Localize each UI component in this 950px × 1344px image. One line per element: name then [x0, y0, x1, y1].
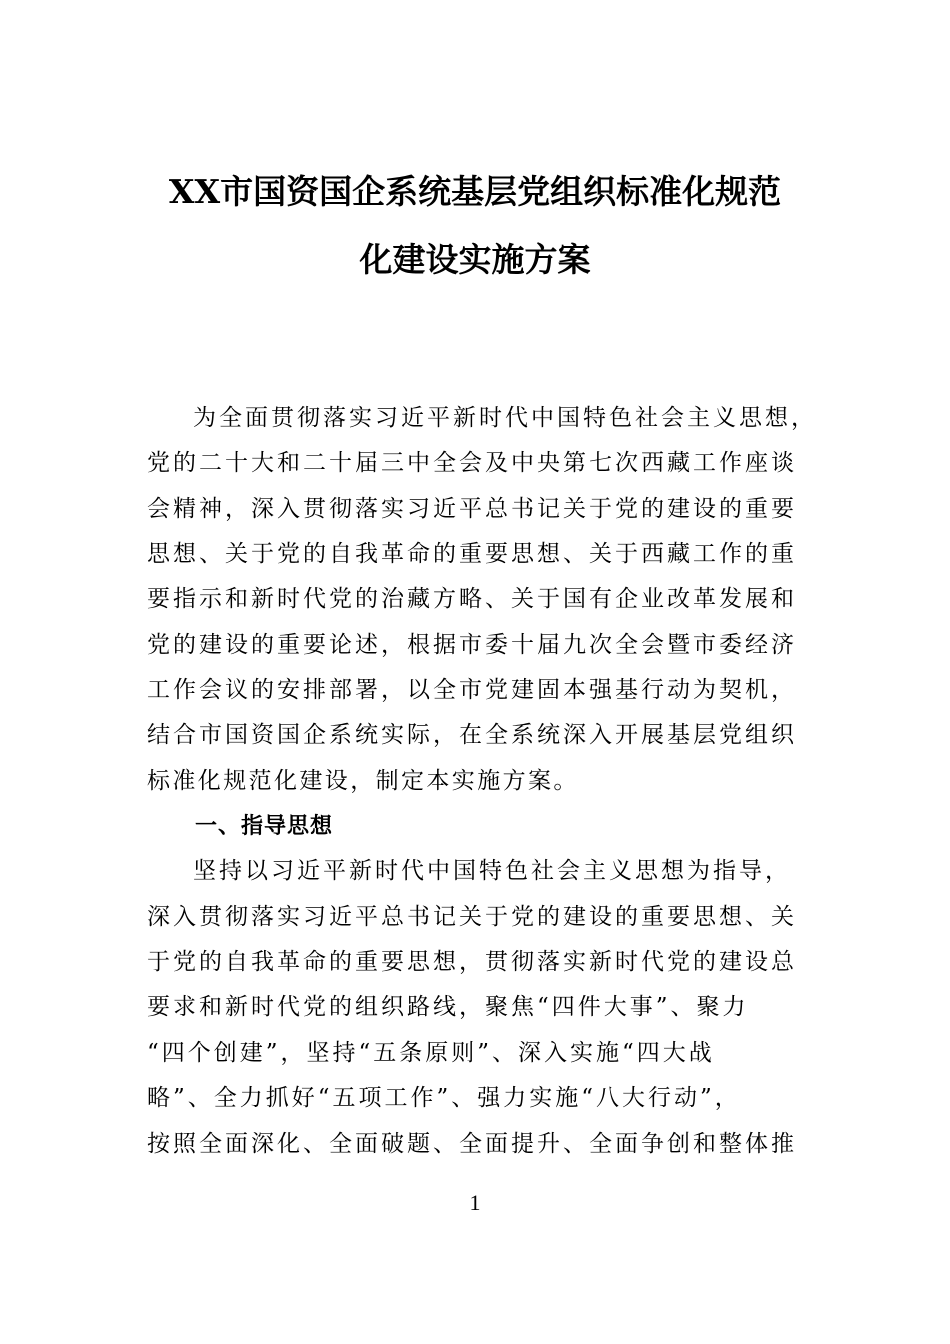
paragraph-line: 为全面贯彻落实习近平新时代中国特色社会主义思想， — [193, 405, 817, 431]
paragraph-intro — [147, 396, 817, 804]
paragraph-guiding-ideology — [147, 849, 807, 1166]
paragraph-line: 会精神，深入贯彻落实习近平总书记关于党的建设的重要 — [147, 495, 797, 522]
paragraph-line: 标准化规范化建设，制定本实施方案。 — [147, 767, 579, 794]
paragraph-line: “四个创建”，坚持“五条原则”、深入实施“四大战 — [147, 1039, 715, 1066]
document-body — [147, 396, 817, 1167]
paragraph-line: 要指示和新时代党的治藏方略、关于国有企业改革发展和 — [147, 586, 797, 613]
paragraph-line: 工作会议的安排部署，以全市党建固本强基行动为契机， — [147, 677, 797, 704]
paragraph-line: 党的二十大和二十届三中全会及中央第七次西藏工作座谈 — [147, 450, 797, 477]
paragraph-line: 于党的自我革命的重要思想，贯彻落实新时代党的建设总 — [147, 949, 797, 976]
paragraph-line: 深入贯彻落实习近平总书记关于党的建设的重要思想、关 — [147, 903, 797, 930]
document-title-line-2: 化建设实施方案 — [359, 240, 591, 279]
paragraph-line: 坚持以习近平新时代中国特色社会主义思想为指导， — [193, 858, 791, 885]
paragraph-line: 思想、关于党的自我革命的重要思想、关于西藏工作的重 — [147, 541, 797, 568]
paragraph-line: 结合市国资国企系统实际，在全系统深入开展基层党组织 — [147, 722, 797, 749]
section-heading-guiding-ideology: 一、指导思想 — [195, 814, 334, 840]
paragraph-line: 党的建设的重要论述，根据市委十届九次全会暨市委经济 — [147, 631, 797, 658]
paragraph-line: 要求和新时代党的组织路线，聚焦“四件大事”、聚力 — [147, 994, 749, 1021]
document-title-line-1: XX市国资国企系统基层党组织标准化规范 — [168, 172, 782, 211]
paragraph-line: 略”、全力抓好“五项工作”、强力实施“八大行动”， — [147, 1085, 741, 1112]
page-number: 1 — [469, 1190, 481, 1215]
paragraph-line: 按照全面深化、全面破题、全面提升、全面争创和整体推 — [147, 1130, 797, 1157]
